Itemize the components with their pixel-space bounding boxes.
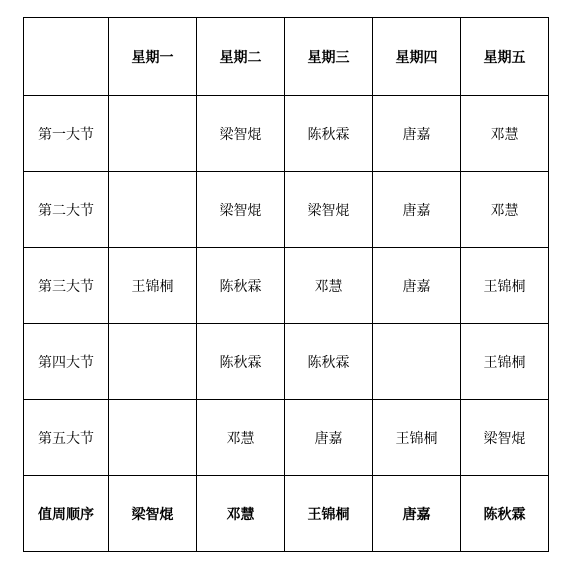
schedule-cell: 唐嘉: [373, 248, 461, 324]
day-header: 星期五: [461, 18, 549, 96]
schedule-cell: 梁智焜: [197, 172, 285, 248]
duty-order-cell: 陈秋霖: [461, 476, 549, 552]
schedule-cell: 陈秋霖: [197, 248, 285, 324]
duty-order-row: [24, 476, 549, 552]
schedule-cell: [109, 400, 197, 476]
header-row: [24, 18, 549, 96]
schedule-cell: 梁智焜: [285, 172, 373, 248]
table-row: [24, 324, 549, 400]
schedule-cell: 王锦桐: [109, 248, 197, 324]
schedule-cell: 陈秋霖: [197, 324, 285, 400]
day-header: 星期一: [109, 18, 197, 96]
schedule-cell: 王锦桐: [461, 248, 549, 324]
schedule-cell: [373, 324, 461, 400]
schedule-cell: 唐嘉: [373, 172, 461, 248]
schedule-table: [23, 17, 549, 552]
table-row: [24, 172, 549, 248]
schedule-cell: [109, 324, 197, 400]
period-label: 第四大节: [24, 324, 109, 400]
day-header: 星期四: [373, 18, 461, 96]
schedule-cell: 邓慧: [461, 172, 549, 248]
schedule-cell: 邓慧: [461, 96, 549, 172]
schedule-cell: 王锦桐: [373, 400, 461, 476]
schedule-cell: 邓慧: [197, 400, 285, 476]
schedule-cell: 王锦桐: [461, 324, 549, 400]
period-label: 第二大节: [24, 172, 109, 248]
table-row: [24, 248, 549, 324]
period-label: 第一大节: [24, 96, 109, 172]
duty-order-cell: 唐嘉: [373, 476, 461, 552]
schedule-cell: 梁智焜: [197, 96, 285, 172]
duty-order-label: 值周顺序: [24, 476, 109, 552]
period-label: 第五大节: [24, 400, 109, 476]
schedule-cell: 唐嘉: [285, 400, 373, 476]
day-header: 星期三: [285, 18, 373, 96]
table-row: [24, 96, 549, 172]
schedule-cell: 陈秋霖: [285, 96, 373, 172]
table-row: [24, 400, 549, 476]
schedule-cell: [109, 96, 197, 172]
duty-order-cell: 邓慧: [197, 476, 285, 552]
corner-cell: [24, 18, 109, 96]
period-label: 第三大节: [24, 248, 109, 324]
schedule-cell: 唐嘉: [373, 96, 461, 172]
day-header: 星期二: [197, 18, 285, 96]
schedule-cell: 梁智焜: [461, 400, 549, 476]
schedule-cell: 邓慧: [285, 248, 373, 324]
duty-order-cell: 梁智焜: [109, 476, 197, 552]
duty-order-cell: 王锦桐: [285, 476, 373, 552]
schedule-cell: 陈秋霖: [285, 324, 373, 400]
schedule-cell: [109, 172, 197, 248]
